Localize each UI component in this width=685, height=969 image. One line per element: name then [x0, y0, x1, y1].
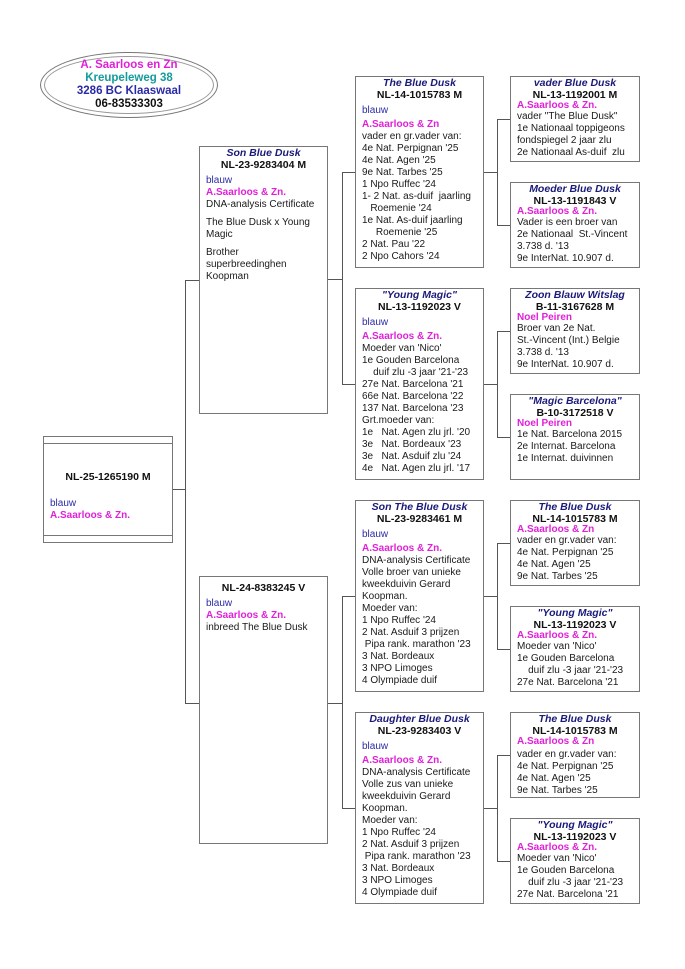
pigeon-owner: Noel Peiren — [517, 312, 573, 323]
pigeon-card-dam[interactable] — [199, 576, 328, 844]
pedigree-line: DNA-analysis Certificate — [206, 199, 315, 210]
pedigree-line: 3e Nat. Bordeaux '23 — [362, 439, 462, 450]
ring-number: B-10-3172518 V — [536, 407, 614, 419]
pedigree-line: Moeder van: — [362, 815, 418, 826]
pedigree-line: 2 Nat. Pau '22 — [362, 239, 426, 250]
connector-dd-v — [497, 755, 498, 862]
pigeon-name: The Blue Dusk — [538, 501, 612, 513]
pedigree-line: 4e Nat. Perpignan '25 — [517, 761, 614, 772]
pedigree-line: 2 Nat. Asduif 3 prijzen — [362, 839, 460, 850]
ring-number: NL-24-8383245 V — [221, 582, 306, 594]
pedigree-line: duif zlu -3 jaar '21-'23 — [517, 877, 624, 888]
ring-number: NL-13-1192023 V — [533, 831, 617, 843]
pedigree-line: 2e Nationaal As-duif zlu — [517, 147, 625, 158]
pedigree-line: 3.738 d. '13 — [517, 241, 569, 252]
pedigree-line: Koopman. — [362, 803, 408, 814]
pedigree-line: 9e InterNat. 10.907 d. — [517, 359, 614, 370]
connector-ss-v — [497, 119, 498, 226]
pigeon-name: Daughter Blue Dusk — [369, 713, 470, 725]
pedigree-line: Moeder van: — [362, 603, 418, 614]
connector-sire-v — [342, 172, 343, 385]
pedigree-line: 9e Nat. Tarbes '25 — [517, 571, 598, 582]
pigeon-owner: A.Saarloos & Zn — [517, 524, 595, 535]
pigeon-color: blauw — [206, 175, 233, 186]
connector-dd-out — [484, 808, 497, 809]
pedigree-line: 4e Nat. Agen '25 — [362, 155, 436, 166]
pedigree-line: inbreed The Blue Dusk — [206, 622, 308, 633]
breeder-name: A. Saarloos en Zn — [80, 59, 178, 71]
pedigree-line: 4e Nat. Agen zlu jrl. '17 — [362, 463, 471, 474]
pedigree-line: kweekduivin Gerard — [362, 579, 451, 590]
pedigree-line: vader en gr.vader van: — [517, 749, 617, 760]
pigeon-card-ddd[interactable] — [510, 818, 640, 904]
pedigree-line: 1e Nationaal toppigeons — [517, 123, 625, 134]
connector-dd-h — [342, 808, 355, 809]
ring-number: NL-23-9283461 M — [376, 513, 463, 525]
pedigree-line: Volle broer van unieke — [362, 567, 461, 578]
pigeon-card-dam-sire[interactable] — [355, 500, 484, 692]
pigeon-name: vader Blue Dusk — [533, 77, 617, 89]
pigeon-card-sdd[interactable] — [510, 394, 640, 480]
pedigree-line: Roemenie '25 — [362, 227, 438, 238]
pedigree-line: 1e Gouden Barcelona — [362, 355, 460, 366]
ring-number: NL-25-1265190 M — [65, 471, 151, 483]
pedigree-line: 2 Npo Cahors '24 — [362, 251, 440, 262]
pedigree-line: duif zlu -3 jaar '21-'23 — [362, 367, 469, 378]
pedigree-line: 1e Nat. As-duif jaarling — [362, 215, 463, 226]
contact-block — [40, 59, 218, 111]
connector-dds-h — [497, 755, 510, 756]
pedigree-line: Pipa rank. marathon '23 — [362, 639, 471, 650]
pedigree-line: 4e Nat. Agen '25 — [517, 559, 591, 570]
pigeon-name: "Magic Barcelona" — [528, 395, 622, 407]
ring-number: NL-14-1015783 M — [532, 725, 618, 737]
pedigree-line: 2e Internat. Barcelona — [517, 441, 616, 452]
pigeon-card-dds[interactable] — [510, 712, 640, 798]
ring-number: NL-13-1192001 M — [532, 89, 618, 101]
pigeon-owner: A.Saarloos & Zn. — [362, 331, 443, 342]
ring-number: NL-23-9283403 V — [377, 725, 462, 737]
pedigree-line: 1e Internat. duivinnen — [517, 453, 614, 464]
pedigree-line: vader "The Blue Dusk" — [517, 111, 618, 122]
connector-ss-h — [342, 172, 355, 173]
pigeon-owner: A.Saarloos & Zn. — [517, 842, 598, 853]
connector-dss-h — [497, 543, 510, 544]
pedigree-line: fondspiegel 2 jaar zlu — [517, 135, 612, 146]
pigeon-owner: A.Saarloos & Zn. — [517, 206, 598, 217]
pedigree-line: Koopman. — [362, 591, 408, 602]
pedigree-line: 66e Nat. Barcelona '22 — [362, 391, 464, 402]
pigeon-owner: A.Saarloos & Zn. — [517, 100, 598, 111]
pedigree-line: DNA-analysis Certificate — [362, 555, 471, 566]
pedigree-line: 4 Olympiade duif — [362, 887, 438, 898]
pedigree-line: 4e Nat. Agen '25 — [517, 773, 591, 784]
pigeon-card-ssd[interactable] — [510, 182, 640, 268]
pigeon-owner: A.Saarloos & Zn. — [517, 630, 598, 641]
pedigree-line: 2 Nat. Asduif 3 prijzen — [362, 627, 460, 638]
pedigree-line: Magic — [206, 229, 233, 240]
pigeon-card-sds[interactable] — [510, 288, 640, 374]
pigeon-color: blauw — [362, 529, 389, 540]
pigeon-name: The Blue Dusk — [383, 77, 456, 89]
connector-sire-out — [328, 279, 342, 280]
connector-sss-h — [497, 119, 510, 120]
pedigree-line: 1 Npo Ruffec '24 — [362, 827, 436, 838]
pedigree-line: DNA-analysis Certificate — [362, 767, 471, 778]
pedigree-line: Moeder van 'Nico' — [517, 853, 597, 864]
pigeon-card-dam-dam[interactable] — [355, 712, 484, 904]
connector-ssd-h — [497, 225, 510, 226]
pigeon-owner: A.Saarloos & Zn. — [206, 187, 287, 198]
pedigree-line: Moeder van 'Nico' — [362, 343, 442, 354]
connector-sd-out — [484, 384, 497, 385]
pedigree-line: 3e Nat. Asduif zlu '24 — [362, 451, 462, 462]
pedigree-line: 9e Nat. Tarbes '25 — [362, 167, 443, 178]
pigeon-card-root[interactable] — [43, 436, 173, 543]
pigeon-color: blauw — [362, 741, 389, 752]
pedigree-line: 4e Nat. Perpignan '25 — [362, 143, 459, 154]
connector-dam-out — [328, 703, 342, 704]
connector-sire-h — [185, 280, 199, 281]
pigeon-name: "Young Magic" — [382, 289, 457, 301]
connector-dam-h — [185, 703, 199, 704]
pedigree-line: Pipa rank. marathon '23 — [362, 851, 471, 862]
pigeon-card-dsd[interactable] — [510, 606, 640, 692]
pedigree-line: 3 NPO Limoges — [362, 875, 433, 886]
breeder-city: 3286 BC Klaaswaal — [76, 85, 182, 97]
pigeon-owner: Noel Peiren — [517, 418, 573, 429]
connector-root-h — [173, 489, 185, 490]
connector-gen1-v — [185, 280, 186, 704]
pedigree-line: 27e Nat. Barcelona '21 — [517, 677, 619, 688]
ring-number: NL-23-9283404 M — [220, 159, 307, 171]
pedigree-line: 3.738 d. '13 — [517, 347, 569, 358]
pedigree-line: 1e Nat. Agen zlu jrl. '20 — [362, 427, 471, 438]
pedigree-line: 27e Nat. Barcelona '21 — [362, 379, 464, 390]
pedigree-line: Broer van 2e Nat. — [517, 323, 596, 334]
pigeon-color: blauw — [362, 105, 389, 116]
pedigree-line: Vader is een broer van — [517, 217, 618, 228]
pigeon-card-sire[interactable] — [199, 146, 328, 414]
pigeon-owner: A.Saarloos & Zn. — [362, 543, 443, 554]
ring-number: B-11-3167628 M — [535, 301, 615, 313]
pedigree-line: kweekduivin Gerard — [362, 791, 451, 802]
connector-ds-v — [497, 543, 498, 650]
pigeon-name: "Young Magic" — [537, 607, 613, 619]
pedigree-line: 1 Npo Ruffec '24 — [362, 615, 436, 626]
pedigree-line: vader en gr.vader van: — [362, 131, 462, 142]
pedigree-line: 3 NPO Limoges — [362, 663, 433, 674]
pedigree-line: 1e Nat. Barcelona 2015 — [517, 429, 623, 440]
pigeon-name: The Blue Dusk — [538, 713, 612, 725]
pedigree-line: 1- 2 Nat. as-duif jaarling — [362, 191, 471, 202]
connector-dam-v — [342, 596, 343, 809]
breeder-street: Kreupeleweg 38 — [85, 72, 173, 84]
ring-number: NL-14-1015783 M — [376, 89, 463, 101]
pigeon-name: Moeder Blue Dusk — [529, 183, 621, 195]
pigeon-owner: A.Saarloos & Zn — [517, 736, 595, 747]
pedigree-line: Brother — [206, 247, 239, 258]
pedigree-line: 9e InterNat. 10.907 d. — [517, 253, 614, 264]
pigeon-owner: A.Saarloos & Zn. — [206, 610, 287, 621]
pedigree-line: 27e Nat. Barcelona '21 — [517, 889, 619, 900]
pedigree-line: 3 Nat. Bordeaux — [362, 651, 435, 662]
pedigree-line: 2e Nationaal St.-Vincent — [517, 229, 628, 240]
pedigree-line: 9e Nat. Tarbes '25 — [517, 785, 598, 796]
pigeon-card-sire-sire[interactable] — [355, 76, 484, 268]
pedigree-line: 4 Olympiade duif — [362, 675, 438, 686]
connector-ds-h — [342, 596, 355, 597]
pedigree-line: Volle zus van unieke — [362, 779, 454, 790]
connector-sd-v — [497, 331, 498, 438]
root-top-divider — [44, 443, 172, 444]
ring-number: NL-13-1192023 V — [533, 619, 617, 631]
pigeon-color: blauw — [50, 498, 77, 509]
pigeon-card-sire-dam[interactable] — [355, 288, 484, 480]
pigeon-name: Zoon Blauw Witslag — [525, 289, 625, 301]
pedigree-line: Grt.moeder van: — [362, 415, 435, 426]
connector-ddd-h — [497, 861, 510, 862]
pedigree-line: 1 Npo Ruffec '24 — [362, 179, 436, 190]
pedigree-line: 1e Gouden Barcelona — [517, 865, 615, 876]
pigeon-name: Son The Blue Dusk — [371, 501, 468, 513]
connector-sd-h — [342, 384, 355, 385]
pedigree-line: 137 Nat. Barcelona '23 — [362, 403, 464, 414]
pedigree-line: 1e Gouden Barcelona — [517, 653, 615, 664]
ring-number: NL-13-1192023 V — [378, 301, 461, 313]
pedigree-line: 4e Nat. Perpignan '25 — [517, 547, 614, 558]
ring-number: NL-14-1015783 M — [532, 513, 618, 525]
connector-ds-out — [484, 596, 497, 597]
connector-sds-h — [497, 331, 510, 332]
root-bottom-divider — [44, 535, 172, 536]
pedigree-line: duif zlu -3 jaar '21-'23 — [517, 665, 624, 676]
connector-sdd-h — [497, 437, 510, 438]
pedigree-line: Roemenie '24 — [362, 203, 432, 214]
pigeon-color: blauw — [206, 598, 233, 609]
pedigree-line: Koopman — [206, 271, 249, 282]
pigeon-card-dss[interactable] — [510, 500, 640, 586]
ring-number: NL-13-1191843 V — [533, 195, 617, 207]
pigeon-owner: A.Saarloos & Zn. — [362, 755, 443, 766]
pedigree-line: The Blue Dusk x Young — [206, 217, 310, 228]
pigeon-name: "Young Magic" — [537, 819, 613, 831]
pigeon-owner: A.Saarloos & Zn — [362, 119, 440, 130]
connector-dsd-h — [497, 649, 510, 650]
pedigree-line: 3 Nat. Bordeaux — [362, 863, 435, 874]
pedigree-line: vader en gr.vader van: — [517, 535, 617, 546]
pigeon-name: Son Blue Dusk — [226, 147, 301, 159]
pedigree-line: Moeder van 'Nico' — [517, 641, 597, 652]
connector-ss-out — [484, 172, 497, 173]
pedigree-line: superbreedinghen — [206, 259, 287, 270]
pigeon-color: blauw — [362, 317, 389, 328]
pedigree-line: St.-Vincent (Int.) Belgie — [517, 335, 620, 346]
pigeon-owner: A.Saarloos & Zn. — [50, 510, 131, 521]
pigeon-card-sss[interactable] — [510, 76, 640, 162]
breeder-phone: 06-83533303 — [95, 98, 163, 110]
